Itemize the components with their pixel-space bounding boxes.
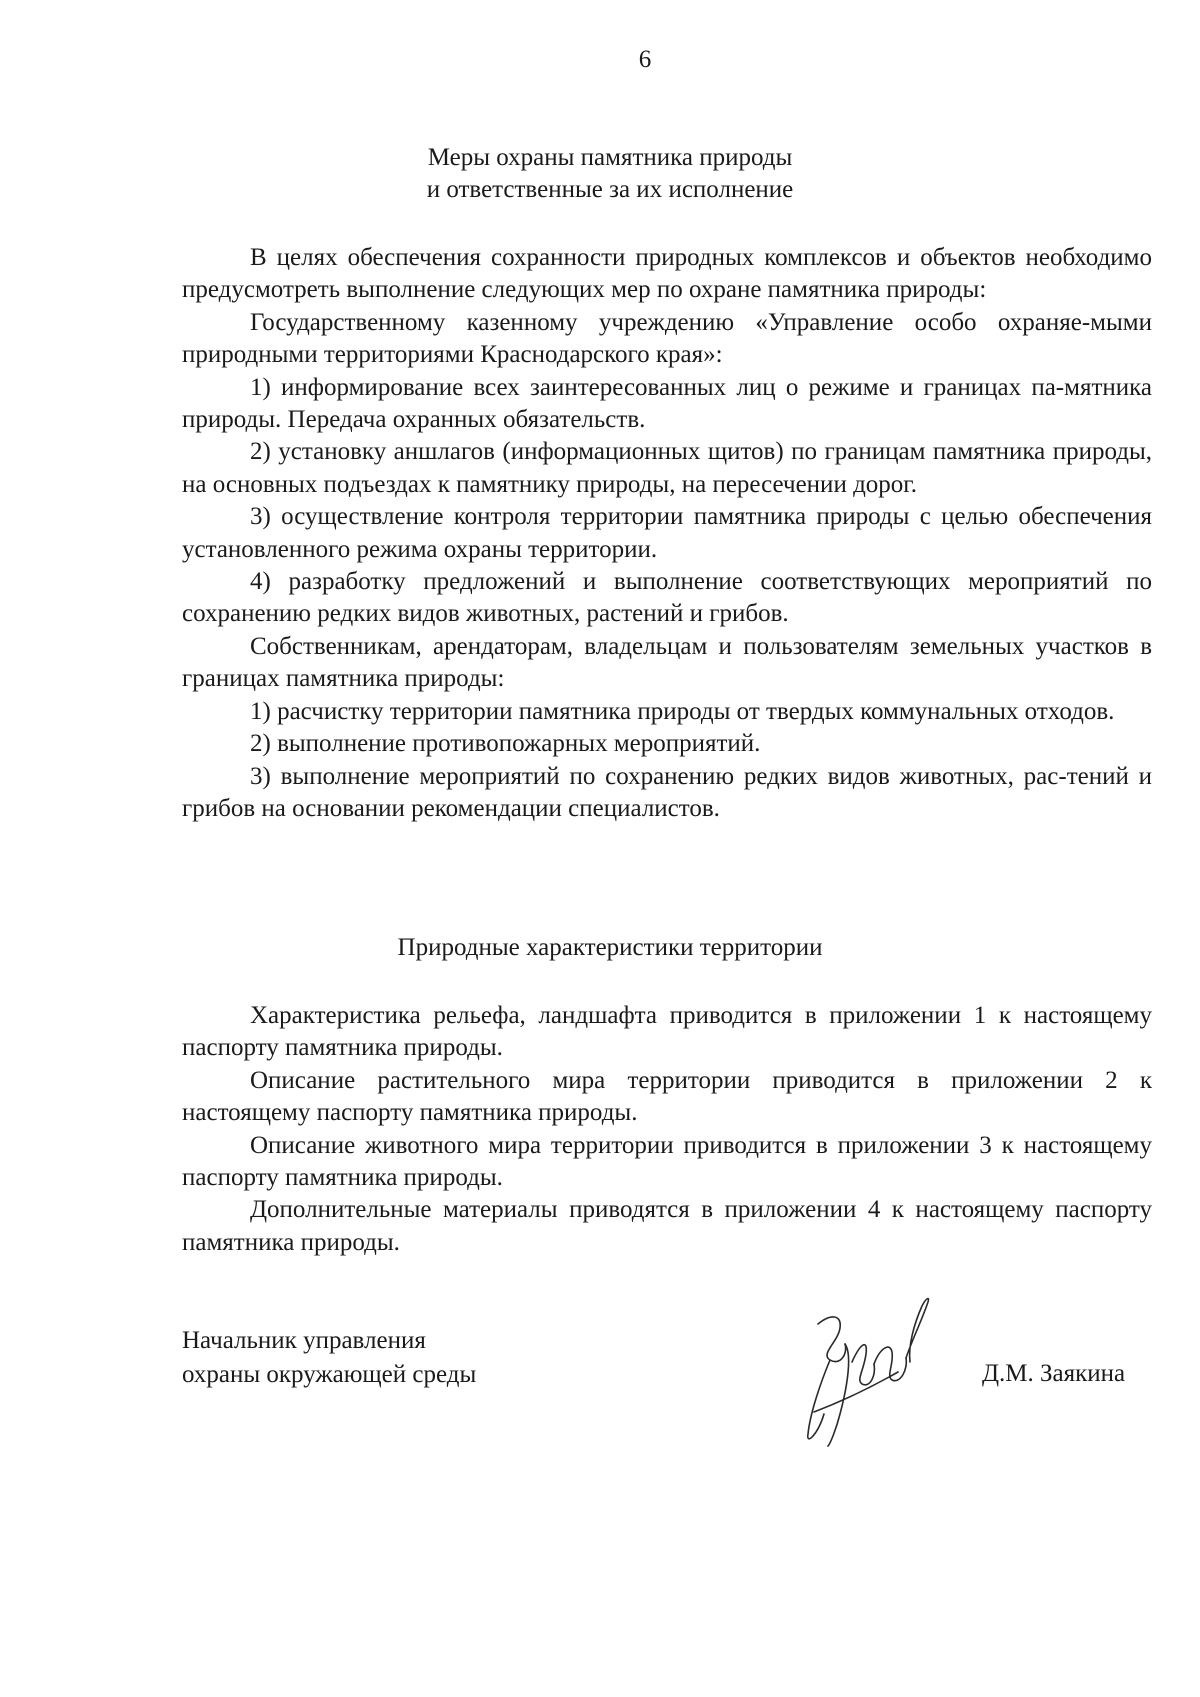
list-item: 2) установку аншлагов (информационных щитов) по границам памятника природы, на основных подъездах к памятнику природы, на пересечении дорог. xyxy=(182,438,1152,498)
natural-characteristics-text xyxy=(182,1000,1152,1259)
paragraph: Описание животного мира территории приводится в приложении 3 к настоящему паспорту памятника природы. xyxy=(182,1131,1152,1192)
list-item: 3) осуществление контроля территории памятника природы с целью обеспечения установленного режима охраны территории. xyxy=(182,503,1152,563)
list-item: 4) разработку предложений и выполнение соответствующих мероприятий по сохранению редких видов животных, растений и грибов. xyxy=(182,568,1152,628)
signatory-position xyxy=(182,1324,476,1392)
section-title-natural-characteristics: Природные характеристики территории xyxy=(397,934,823,961)
paragraph: Характеристика рельефа, ландшафта приводится в приложении 1 к настоящему паспорту памятника природы. xyxy=(182,1002,1152,1062)
list-item: 1) расчистку территории памятника природы от твердых коммунальных отходов. xyxy=(250,697,1115,725)
protection-measures-text xyxy=(182,242,1152,825)
paragraph: В целях обеспечения сохранности природных комплексов и объектов необходимо предусмотреть выполнение следующих мер по охране памятника природы: xyxy=(182,244,1152,304)
list-item: 1) информирование всех заинтересованных лиц о режиме и границах па-мятника природы. Передача охранных обязательств. xyxy=(182,373,1152,434)
handwritten-signature xyxy=(790,1284,940,1454)
section-title-protection-measures xyxy=(0,142,1200,206)
signatory-name: Д.М. Заякина xyxy=(982,1360,1126,1387)
list-item: 2) выполнение противопожарных мероприятий. xyxy=(250,730,761,758)
section-title-line: Меры охраны памятника природы xyxy=(427,144,793,171)
paragraph: Дополнительные материалы приводятся в приложении 4 к настоящему паспорту памятника природы. xyxy=(182,1196,1152,1256)
signatory-position-line: охраны окружающей среды xyxy=(182,1361,477,1388)
list-item: 3) выполнение мероприятий по сохранению редких видов животных, рас-тений и грибов на основании рекомендации специалистов. xyxy=(182,762,1152,822)
signatory-position-line: Начальник управления xyxy=(182,1327,426,1354)
paragraph: Собственникам, арендаторам, владельцам и пользователям земельных участков в границах памятника природы: xyxy=(182,632,1152,693)
section-title-line: и ответственные за их исполнение xyxy=(426,176,794,203)
page-number: 6 xyxy=(638,46,652,73)
paragraph: Описание растительного мира территории приводится в приложении 2 к настоящему паспорту памятника природы. xyxy=(182,1066,1152,1127)
paragraph: Государственному казенному учреждению «Управление особо охраняе-мыми природными территориями Краснодарского края»: xyxy=(182,308,1152,369)
